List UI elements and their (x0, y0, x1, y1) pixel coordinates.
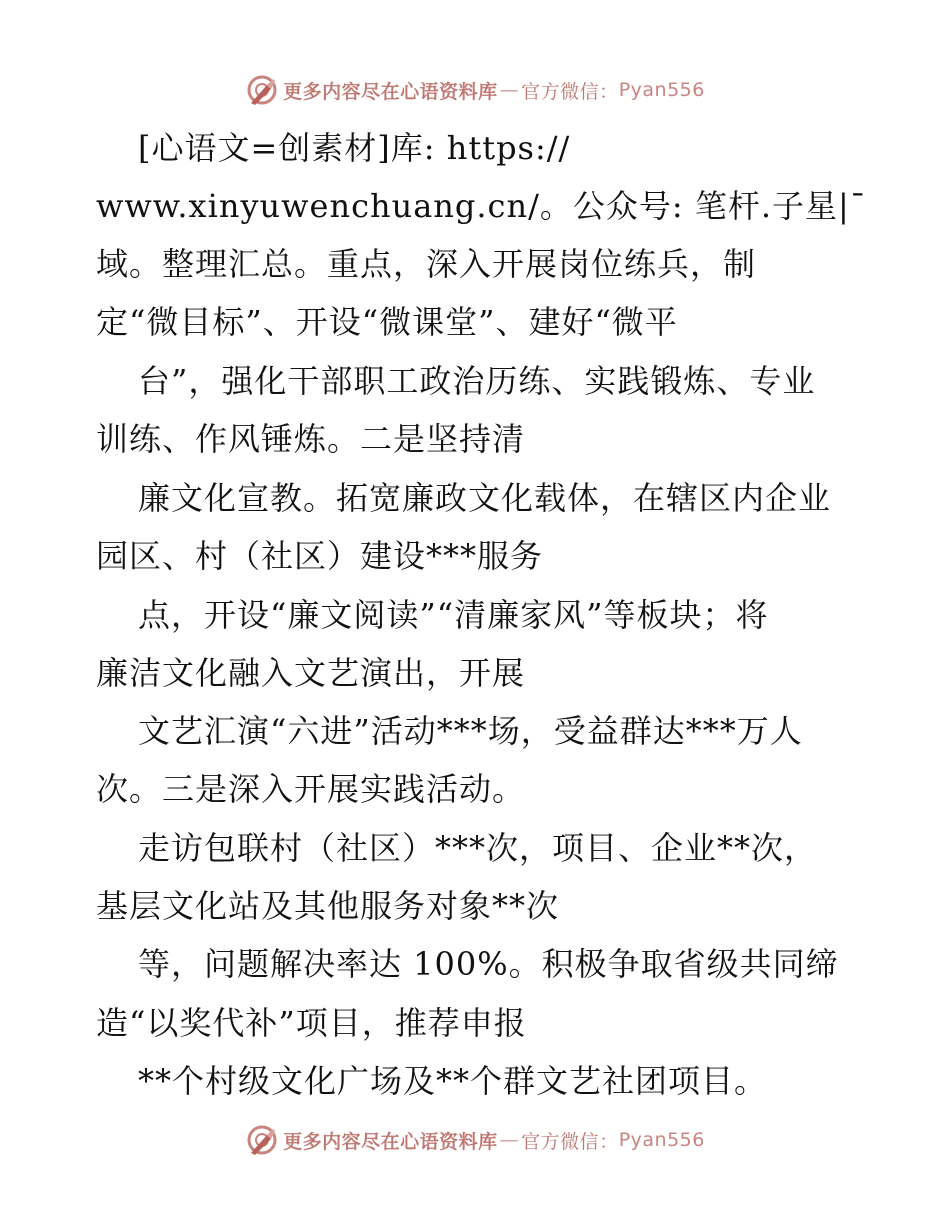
banner-wechat-label: 官方微信： (521, 80, 619, 103)
text-line: 廉洁文化融入文艺演出，开展 (96, 654, 526, 692)
text-line: www.xinyuwenchuang.cn/。公众号: 笔杆.子星|¯ (96, 187, 867, 225)
text-line: 训练、作风锤炼。二是坚持清 (96, 420, 526, 458)
text-line: 域。整理汇总。重点，深入开展岗位练兵，制 (96, 245, 757, 283)
text-line: 定“微目标”、开设“微课堂”、建好“微平 (96, 303, 678, 341)
banner-separator: — (499, 1129, 520, 1151)
banner-wechat-id: Pyan556 (618, 79, 705, 101)
text-line: 次。三是深入开展实践活动。 (96, 770, 526, 808)
text-line: 廉文化宣教。拓宽廉政文化载体，在辖区内企业 (138, 479, 832, 517)
text-line: 走访包联村（社区）***次，项目、企业**次， (138, 829, 818, 867)
banner-text: 更多内容尽在心语资料库 (283, 80, 498, 103)
text-line: 台”，强化干部职工政治历练、实践锻炼、专业 (138, 362, 816, 400)
text-line: 文艺汇演“六进”活动***场，受益群达***万人 (138, 712, 803, 750)
text-line: 基层文化站及其他服务对象**次 (96, 887, 560, 925)
text-line: 园区、村（社区）建设***服务 (96, 537, 544, 575)
text-line: 等，问题解决率达 100%。积极争取省级共同缔 (138, 945, 839, 983)
text-line: 造“以奖代补”项目，推荐申报 (96, 1004, 527, 1042)
text-line: **个村级文化广场及**个群文艺社团项目。 (138, 1062, 768, 1100)
text-line: 点，开设“廉文阅读”“清廉家风”等板块；将 (138, 596, 769, 634)
text-line: [心语文=创素材]库: https:// (138, 129, 571, 167)
footer-watermark-banner (0, 1120, 950, 1160)
banner-wechat-label: 官方微信： (521, 1130, 619, 1153)
banner-separator: — (499, 79, 520, 101)
banner-wechat-id: Pyan556 (618, 1129, 705, 1151)
banner-text: 更多内容尽在心语资料库 (283, 1130, 498, 1153)
pen-logo-icon (245, 1123, 279, 1157)
